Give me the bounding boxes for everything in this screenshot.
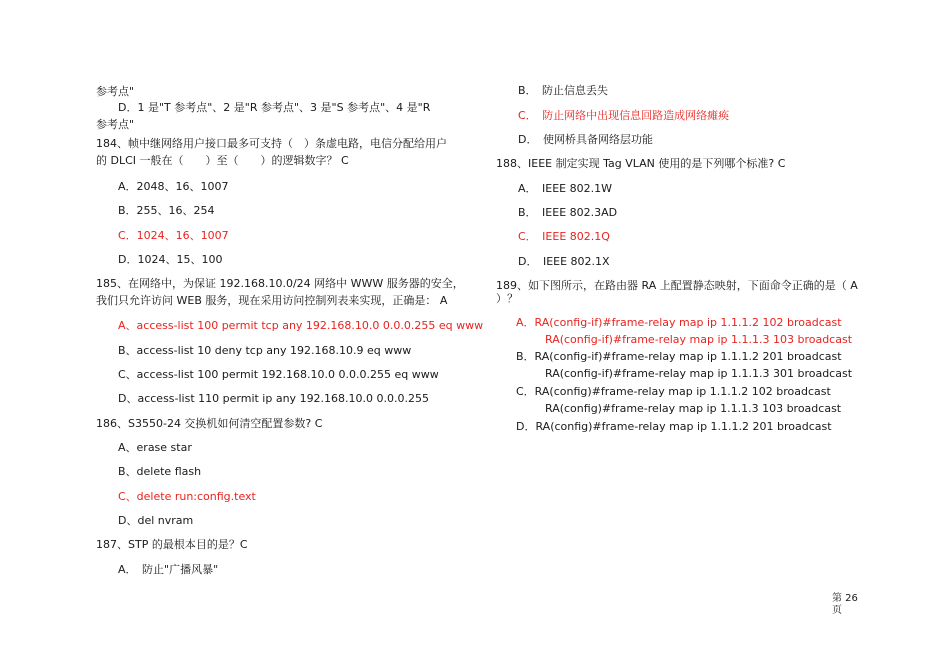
left-line: D．1024、15、100 [118, 253, 223, 266]
right-line: RA(config-if)#frame-relay map ip 1.1.1.3 301 broadcast [545, 367, 853, 380]
right-line: ）？ [496, 292, 518, 305]
left-line: 参考点" [96, 118, 135, 131]
left-line: A． 防止"广播风暴" [118, 563, 219, 576]
right-line: B．RA(config-if)#frame-relay map ip 1.1.1.2 201 broadcast [516, 350, 842, 363]
left-line: D、del nvram [118, 514, 194, 527]
left-line: C．1024、16、1007 [118, 229, 229, 242]
right-line: RA(config)#frame-relay map ip 1.1.1.3 103 broadcast [545, 402, 842, 415]
left-line: B、access-list 10 deny tcp any 192.168.10.9 eq www [118, 344, 412, 357]
left-line: A、erase star [118, 441, 192, 454]
left-line: 184、帧中继网络用户接口最多可支持（ ）条虚电路，电信分配给用户 [96, 137, 447, 150]
page-number-top: 第 26 [832, 593, 858, 604]
right-line: B． IEEE 802.3AD [518, 206, 618, 219]
right-line: 188、IEEE 制定实现 Tag VLAN 使用的是下列哪个标准? C [496, 157, 786, 170]
left-line: 我们只允许访问 WEB 服务，现在采用访问控制列表来实现，正确是： A [96, 294, 448, 307]
left-line: 185、在网络中，为保证 192.168.10.0/24 网络中 WWW 服务器的安全， [96, 277, 464, 290]
right-line: 189、如下图所示，在路由器 RA 上配置静态映射，下面命令正确的是（ A [496, 279, 858, 292]
left-line: A、access-list 100 permit tcp any 192.168.10.0 0.0.0.255 eq www [118, 319, 484, 332]
left-line: A．2048、16、1007 [118, 180, 229, 193]
right-line: C． IEEE 802.1Q [518, 230, 610, 243]
left-line: C、access-list 100 permit 192.168.10.0 0.0.0.255 eq www [118, 368, 439, 381]
left-line: 的 DLCI 一般在（ ）至（ ）的逻辑数字？ C [96, 154, 349, 167]
left-line: 186、S3550-24 交换机如何清空配置参数? C [96, 417, 323, 430]
left-line: D．1 是"T 参考点"、2 是"R 参考点"、3 是"S 参考点"、4 是"R [118, 101, 431, 114]
page-number-bottom: 页 [832, 605, 842, 616]
right-line: D． IEEE 802.1X [518, 255, 610, 268]
right-line: A．RA(config-if)#frame-relay map ip 1.1.1.2 102 broadcast [516, 316, 842, 329]
right-line: A． IEEE 802.1W [518, 182, 612, 195]
left-line: C、delete run:config.text [118, 490, 256, 503]
right-line: D． 使网桥具备网络层功能 [518, 133, 653, 146]
left-line: B、delete flash [118, 465, 202, 478]
right-line: D．RA(config)#frame-relay map ip 1.1.1.2 201 broadcast [516, 420, 832, 433]
left-line: D、access-list 110 permit ip any 192.168.10.0 0.0.0.255 [118, 392, 430, 405]
left-line: B．255、16、254 [118, 204, 215, 217]
left-line: 参考点" [96, 85, 135, 98]
right-line: B． 防止信息丢失 [518, 84, 609, 97]
left-line: 187、STP 的最根本目的是？C [96, 538, 248, 551]
right-line: RA(config-if)#frame-relay map ip 1.1.1.3 103 broadcast [545, 333, 853, 346]
right-line: C． 防止网络中出现信息回路造成网络瘫痪 [518, 109, 730, 122]
right-line: C．RA(config)#frame-relay map ip 1.1.1.2 102 broadcast [516, 385, 831, 398]
